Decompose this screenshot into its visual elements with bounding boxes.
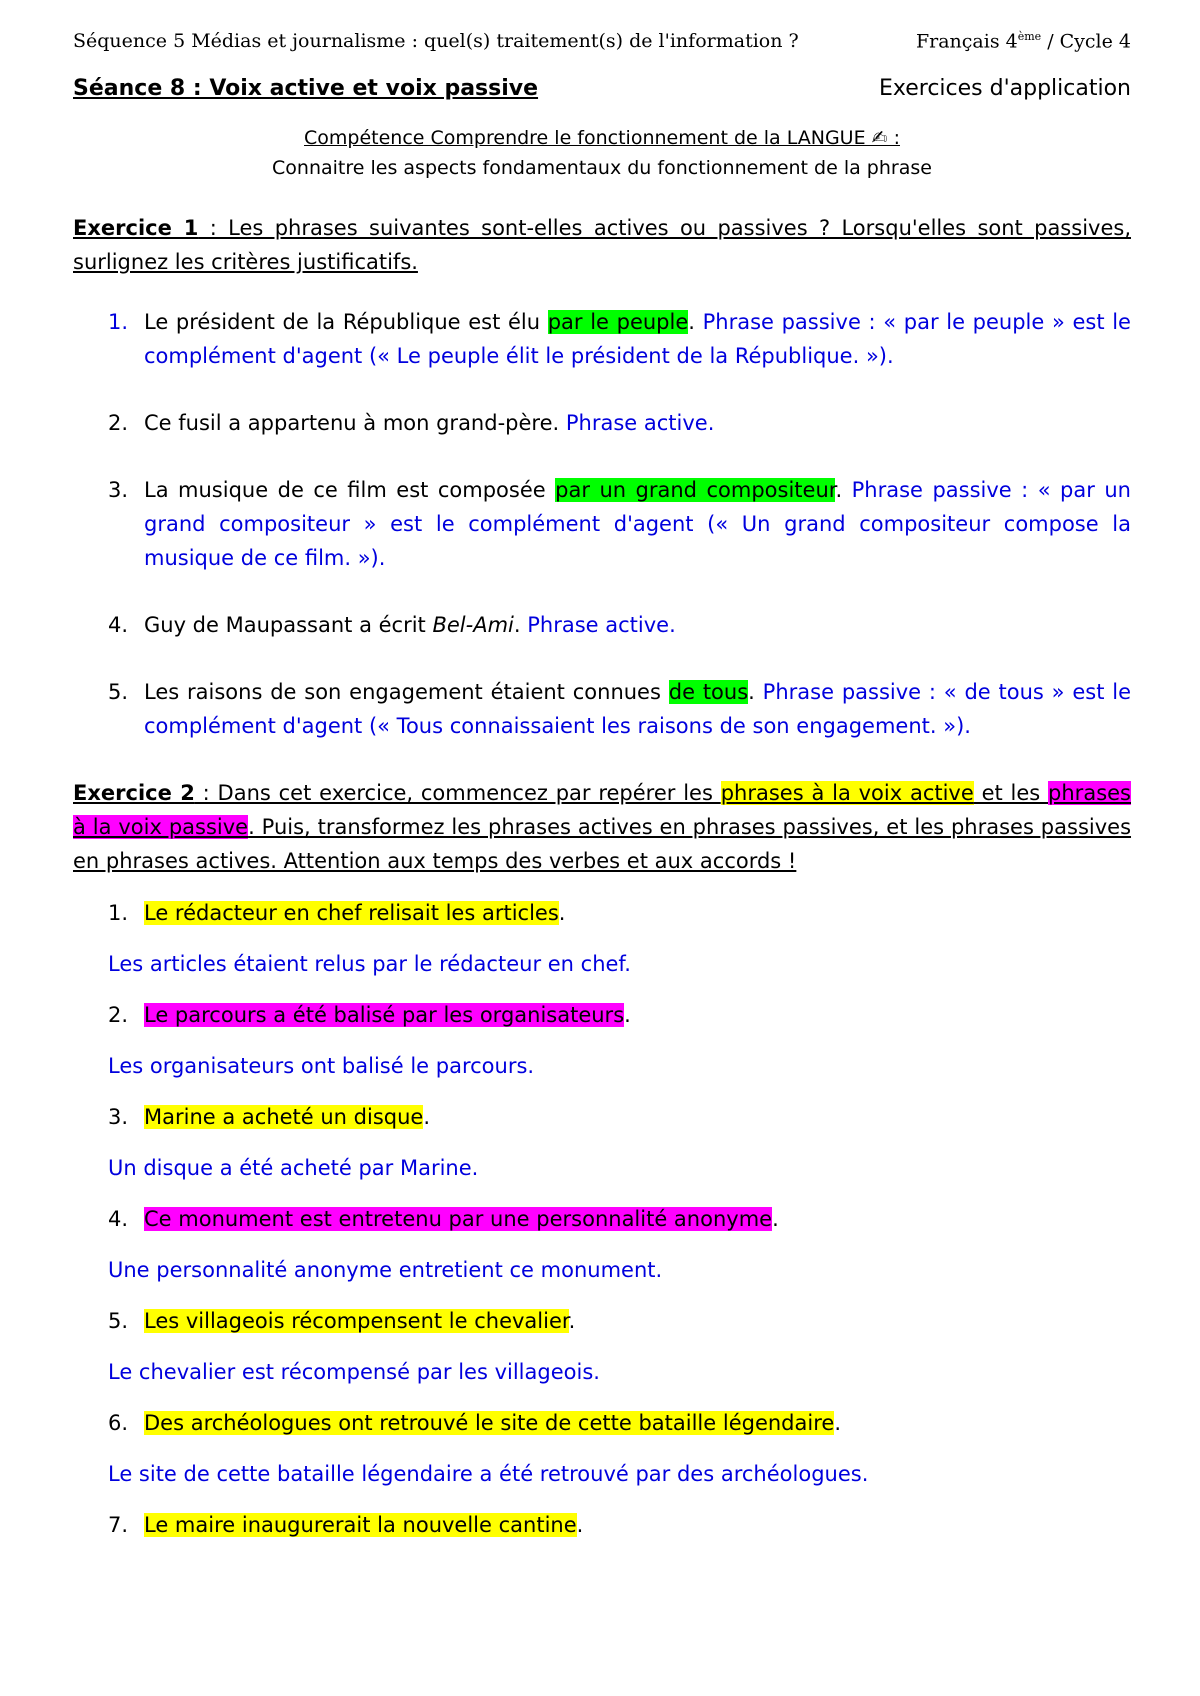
exercise-1-heading: Exercice 1 : Les phrases suivantes sont-elles actives ou passives ? Lorsqu'elles sont passives, surlignez les critères justificatifs. xyxy=(73,216,1131,274)
item-number: 3. xyxy=(108,1105,129,1129)
page-header xyxy=(73,30,1131,60)
exercise-2-sentence: 6. Des archéologues ont retrouvé le site de cette bataille légendaire. xyxy=(73,1406,1131,1440)
exercise-1-item xyxy=(73,675,1131,743)
passive-voice-legend: phrases à la voix passive xyxy=(73,781,1131,839)
item-text: Les raisons de son engagement étaient connues de tous. Phrase passive : « de tous » est le complément d'agent (« Tous connaissaient les raisons de son engagement. »). xyxy=(144,680,1131,738)
active-sentence: Les villageois récompensent le chevalier xyxy=(144,1309,569,1333)
item-number: 1. xyxy=(108,901,129,925)
item-answer: Phrase passive : « de tous » est le complément d'agent (« Tous connaissaient les raisons de son engagement. »). xyxy=(144,680,1131,738)
exercise-2-sentence: 2. Le parcours a été balisé par les organisateurs. xyxy=(73,998,1131,1032)
item-text: Le président de la République est élu par le peuple. Phrase passive : « par le peuple » est le complément d'agent (« Le peuple élit le président de la République. »). xyxy=(144,310,1131,368)
exercise-1-item xyxy=(73,305,1131,373)
item-answer: Phrase active. xyxy=(520,613,676,637)
exercise-2-answer: Le site de cette bataille légendaire a été retrouvé par des archéologues. xyxy=(108,1462,869,1486)
agent-highlight: par le peuple xyxy=(547,310,689,334)
exercise-2-answer: Une personnalité anonyme entretient ce monument. xyxy=(108,1258,663,1282)
active-sentence: Le maire inaugurerait la nouvelle cantine xyxy=(144,1513,577,1537)
seance-header xyxy=(73,76,1131,101)
seance-type: Exercices d'application xyxy=(878,76,1131,101)
item-text: Guy de Maupassant a écrit Bel-Ami. Phrase active. xyxy=(144,613,676,637)
item-number: 2. xyxy=(108,1003,129,1027)
passive-sentence: Ce monument est entretenu par une personnalité anonyme xyxy=(144,1207,773,1231)
item-number: 6. xyxy=(108,1411,129,1435)
exercise-2-answer: Un disque a été acheté par Marine. xyxy=(108,1156,479,1180)
item-number: 4. xyxy=(108,613,129,637)
item-number: 3. xyxy=(108,478,129,502)
competence-line-1: Compétence Comprendre le fonctionnement de la LANGUE ✍ : xyxy=(304,127,900,149)
competence-block xyxy=(73,123,1131,183)
active-sentence: Le rédacteur en chef relisait les articles xyxy=(144,901,559,925)
exercise-2-answer: Les organisateurs ont balisé le parcours. xyxy=(108,1054,535,1078)
item-number: 5. xyxy=(108,1309,129,1333)
agent-highlight: de tous xyxy=(668,680,749,704)
item-number: 4. xyxy=(108,1207,129,1231)
item-number: 2. xyxy=(108,411,129,435)
item-answer: Phrase passive : « par un grand compositeur » est le complément d'agent (« Un grand compositeur compose la musique de ce film. »). xyxy=(144,478,1131,570)
worksheet-page xyxy=(73,30,1131,1559)
exercise-1-list xyxy=(73,305,1131,743)
passive-sentence: Le parcours a été balisé par les organisateurs xyxy=(144,1003,625,1027)
exercise-2-list xyxy=(73,896,1131,1542)
exercise-2-sentence: 3. Marine a acheté un disque. xyxy=(73,1100,1131,1134)
item-number: 1. xyxy=(108,310,129,334)
course-level: Français 4ème / Cycle 4 xyxy=(915,30,1131,53)
active-sentence: Marine a acheté un disque xyxy=(144,1105,424,1129)
seance-title: Séance 8 : Voix active et voix passive xyxy=(73,76,539,101)
exercise-1-item xyxy=(73,608,1131,642)
item-answer: Phrase passive : « par le peuple » est le complément d'agent (« Le peuple élit le président de la République. »). xyxy=(144,310,1131,368)
exercise-2-sentence: 7. Le maire inaugurerait la nouvelle cantine. xyxy=(73,1508,1131,1542)
exercise-2-answer: Les articles étaient relus par le rédacteur en chef. xyxy=(108,952,631,976)
exercise-2-sentence: 4. Ce monument est entretenu par une personnalité anonyme. xyxy=(73,1202,1131,1236)
exercise-2-sentence: 1. Le rédacteur en chef relisait les articles. xyxy=(73,896,1131,930)
exercise-1-item xyxy=(73,473,1131,575)
item-number: 7. xyxy=(108,1513,129,1537)
exercise-1-item xyxy=(73,406,1131,440)
item-answer: Phrase active. xyxy=(559,411,715,435)
competence-line-2: Connaitre les aspects fondamentaux du fonctionnement de la phrase xyxy=(272,157,932,179)
book-title: Bel-Ami xyxy=(432,613,514,637)
exercise-2-sentence: 5. Les villageois récompensent le chevalier. xyxy=(73,1304,1131,1338)
item-text: Ce fusil a appartenu à mon grand-père. Phrase active. xyxy=(144,411,715,435)
active-voice-legend: phrases à la voix active xyxy=(720,781,974,805)
item-number: 5. xyxy=(108,680,129,704)
active-sentence: Des archéologues ont retrouvé le site de cette bataille légendaire xyxy=(144,1411,835,1435)
exercise-2-heading: Exercice 2 : Dans cet exercice, commencez par repérer les phrases à la voix active et les phrases à la voix passive. Puis, transformez les phrases actives en phrases passives, et les phrases passives en phrases actives. Attention aux temps des verbes et aux accords ! xyxy=(73,781,1132,873)
item-text: La musique de ce film est composée par un grand compositeur. Phrase passive : « par un grand compositeur » est le complément d'agent (« Un grand compositeur compose la musique de ce film. »). xyxy=(144,478,1131,570)
agent-highlight: par un grand compositeur xyxy=(555,478,836,502)
sequence-title: Séquence 5 Médias et journalisme : quel(s) traitement(s) de l'information ? xyxy=(73,30,799,52)
exercise-2-answer: Le chevalier est récompensé par les villageois. xyxy=(108,1360,600,1384)
